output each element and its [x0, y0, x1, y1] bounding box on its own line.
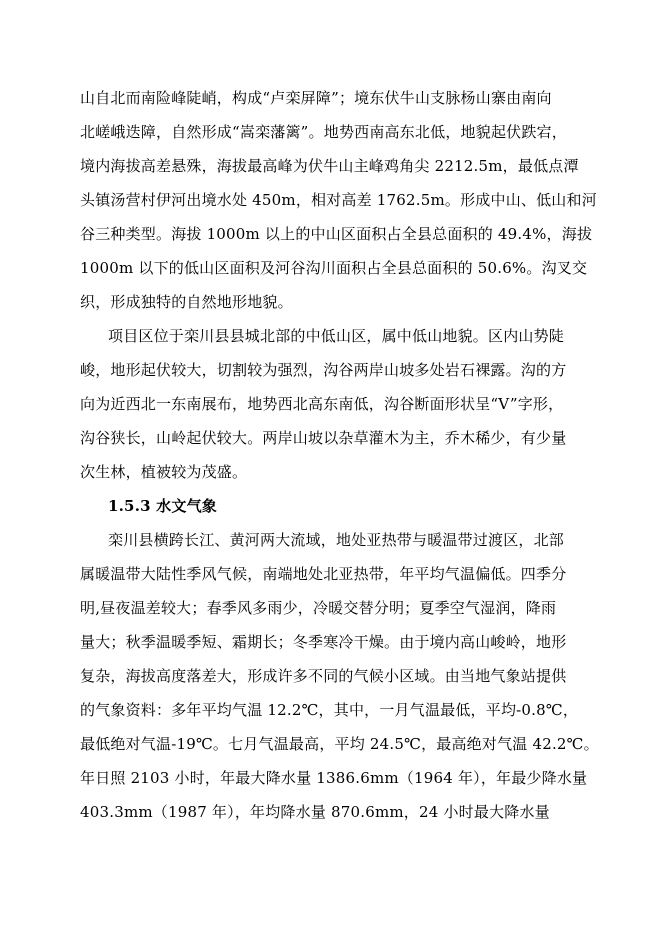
text-line: 403.3mm（1987 年），年均降水量 870.6mm，24 小时最大降水量: [80, 803, 550, 821]
text-line: 复杂，海拔高度落差大，形成许多不同的气候小区域。由当地气象站提供: [80, 667, 567, 685]
text-line: 北嵯峨迭障，自然形成“嵩栾藩篱”。地势西南高东北低，地貌起伏跌宕，: [80, 123, 567, 141]
text-line: 年日照 2103 小时，年最大降水量 1386.6mm（1964 年），年最少降水量: [80, 769, 588, 787]
text-line: 属暖温带大陆性季风气候，南端地处北亚热带，年平均气温偏低。四季分: [80, 565, 567, 583]
text-line: 向为近西北一东南展布，地势西北高东南低，沟谷断面形状呈“V”字形，: [80, 395, 564, 413]
text-line: 境内海拔高差悬殊，海拔最高峰为伏牛山主峰鸡角尖 2212.5m，最低点潭: [80, 157, 579, 175]
text-line: 量大；秋季温暖季短、霜期长；冬季寒冷干燥。由于境内高山峻岭，地形: [80, 633, 567, 651]
text-line: 次生林，植被较为茂盛。: [80, 463, 248, 481]
text-line: 最低绝对气温-19℃。七月气温最高，平均 24.5℃，最高绝对气温 42.2℃。: [80, 735, 599, 753]
text-line: 1000m 以下的低山区面积及河谷沟川面积占全县总面积的 50.6%。沟叉交: [80, 259, 588, 277]
paragraph-start-line: 项目区位于栾川县县城北部的中低山区，属中低山地貌。区内山势陡: [108, 327, 565, 345]
text-line: 的气象资料：多年平均气温 12.2℃，其中，一月气温最低，平均-0.8℃，: [80, 701, 579, 719]
text-line: 山自北而南险峰陡峭，构成“卢栾屏障”；境东伏牛山支脉杨山寨由南向: [80, 89, 552, 107]
text-line: 明,昼夜温差较大；春季风多雨少，冷暖交替分明；夏季空气湿润，降雨: [80, 599, 557, 617]
text-line: 沟谷狭长，山岭起伏较大。两岸山坡以杂草灌木为主，乔木稀少，有少量: [80, 429, 567, 447]
text-line: 头镇汤营村伊河出境水处 450m，相对高差 1762.5m。形成中山、低山和河: [80, 191, 597, 209]
text-line: 峻，地形起伏较大，切割较为强烈，沟谷两岸山坡多处岩石裸露。沟的方: [80, 361, 567, 379]
text-line: 织，形成独特的自然地形地貌。: [80, 293, 293, 311]
text-line: 谷三种类型。海拔 1000m 以上的中山区面积占全县总面积的 49.4%，海拔: [80, 225, 593, 243]
section-heading: 1.5.3 水文气象: [108, 497, 217, 515]
paragraph-start-line: 栾川县横跨长江、黄河两大流域，地处亚热带与暖温带过渡区，北部: [108, 531, 565, 549]
